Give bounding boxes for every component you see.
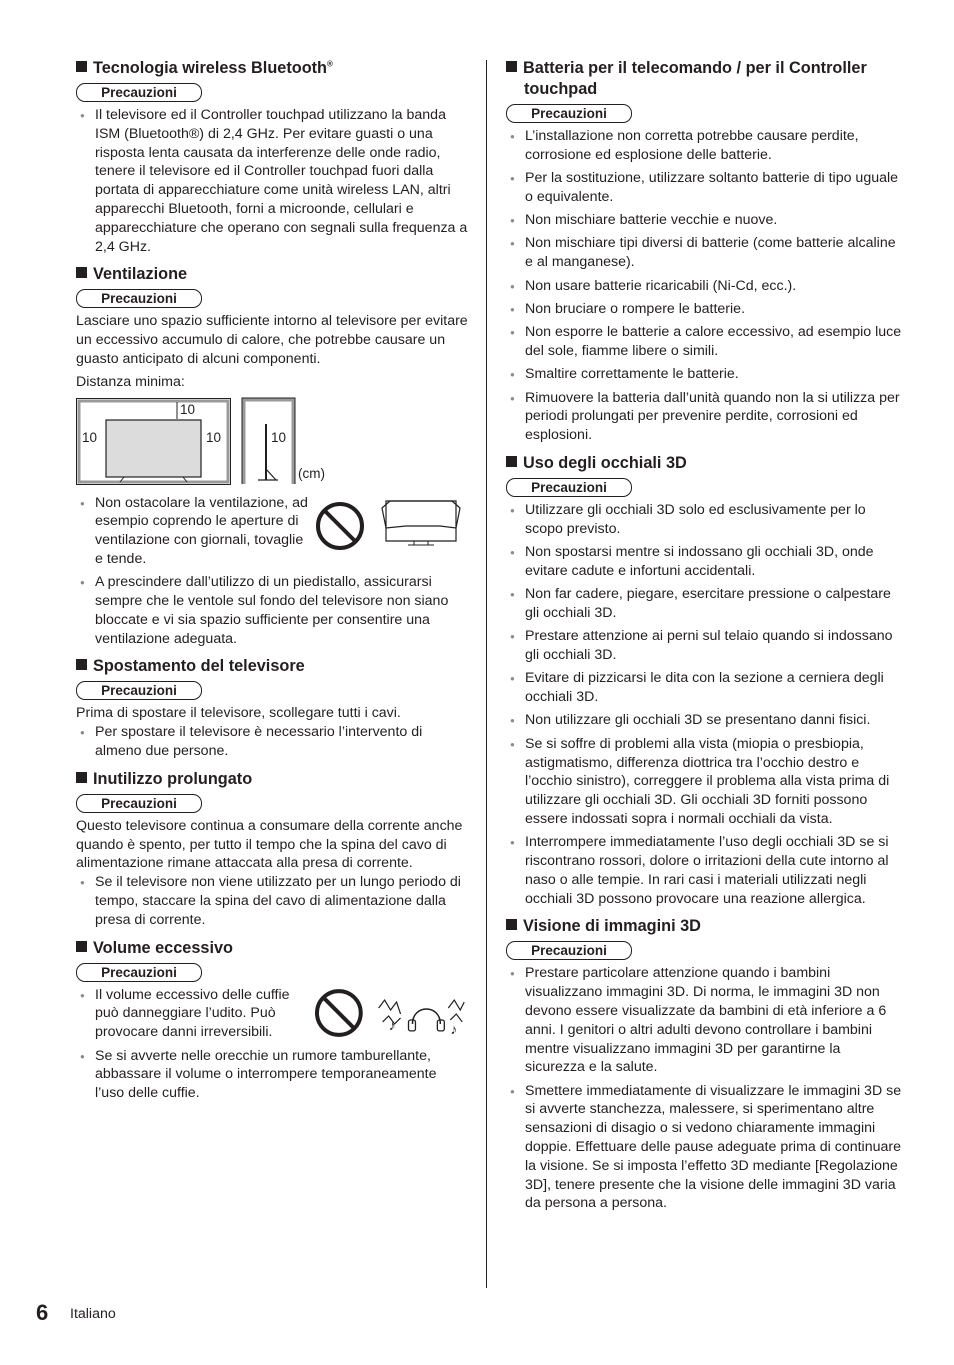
precautions-badge: Precauzioni — [506, 941, 632, 960]
bullet-list — [76, 986, 303, 1047]
section-prolonged-disuse — [76, 769, 468, 930]
right-column — [506, 58, 902, 1221]
noise-right-icon — [448, 1000, 464, 1022]
bullet-list — [76, 723, 468, 761]
list-item: ● Non mischiare batterie vecchie e nuove. — [506, 211, 902, 230]
list-item: ● L’installazione non corretta potrebbe causare perdite, corrosione ed esplosione delle batterie. — [506, 127, 902, 165]
bullet-list — [506, 964, 902, 1213]
precautions-badge: Precauzioni — [76, 83, 202, 102]
headphones-icon — [412, 1009, 440, 1024]
section-title: Volume eccessivo — [76, 938, 468, 959]
section-title: Ventilazione — [76, 264, 468, 285]
square-bullet-icon — [76, 267, 87, 278]
bullet-list — [76, 106, 468, 256]
list-item: ● Non mischiare tipi diversi di batterie (come batterie alcaline e al manganese). — [506, 234, 902, 272]
list-item: ● Interrompere immediatamente l’uso degli occhiali 3D se si riscontrano rossori, dolore o irritazioni della cute intorno al naso o alle tempie. In rari casi i materiali utilizzati negli occhiali 3D possono provocare una reazione allergica. — [506, 833, 902, 908]
list-item: ● Non far cadere, piegare, esercitare pressione o calpestare gli occhiali 3D. — [506, 585, 902, 623]
list-item: ● Smaltire correttamente le batterie. — [506, 365, 902, 384]
section-excessive-volume — [76, 938, 468, 1103]
section-3d-viewing — [506, 916, 902, 1213]
square-bullet-icon — [76, 772, 87, 783]
list-item: ● Per la sostituzione, utilizzare soltanto batterie di tipo uguale o equivalente. — [506, 169, 902, 207]
paragraph: Lasciare uno spazio sufficiente intorno al televisore per evitare un eccessivo accumulo di calore, che potrebbe causare un guasto anticipato di alcuni componenti. — [76, 313, 468, 367]
list-item: ● Il televisore ed il Controller touchpad utilizzano la banda ISM (Bluetooth®) di 2,4 GHz. Per evitare guasti o una risposta lenta causata da interferenze delle onde radio, tenere il televisore ed il Controller touchpad fuori dalla portata di apparecchiature come unità wireless LAN, altri apparecchi Bluetooth, forni a microonde, cellulari e apparecchiature che operano con segnali sulla frequenza a 2,4 GHz. — [76, 106, 468, 256]
list-item: ● Prestare particolare attenzione quando i bambini visualizzano immagini 3D. Di norma, le immagini 3D non devono essere visualizzate da bambini di età inferiore a 6 anni. I genitori o altri adulti devono controllare i bambini mentre visualizzano immagini 3D per garantirne la sicurezza e la salute. — [506, 964, 902, 1077]
precautions-badge: Precauzioni — [506, 478, 632, 497]
list-item: ● Non usare batterie ricaricabili (Ni-Cd, ecc.). — [506, 277, 902, 296]
square-bullet-icon — [506, 919, 517, 930]
tv-side-icon — [265, 424, 267, 480]
square-bullet-icon — [76, 941, 87, 952]
section-title: Batteria per il telecomando / per il Controller touchpad — [506, 58, 902, 100]
dim-right: 10 — [206, 429, 222, 445]
dim-left: 10 — [82, 429, 98, 445]
column-divider — [486, 60, 487, 1288]
list-item: ● Se il televisore non viene utilizzato per un lungo periodo di tempo, staccare la spina del cavo di alimentazione dalla presa di corrente. — [76, 873, 468, 929]
bullet-list — [76, 573, 468, 648]
section-3d-glasses — [506, 453, 902, 908]
section-title: Tecnologia wireless Bluetooth® — [76, 58, 468, 79]
precautions-badge: Precauzioni — [506, 104, 632, 123]
square-bullet-icon — [506, 456, 517, 467]
list-item: ● Rimuovere la batteria dall’unità quando non la si utilizza per periodi prolungati per prevenire perdite, corrosioni ed esplosioni. — [506, 389, 902, 445]
section-moving-tv — [76, 656, 468, 760]
tv-front-icon — [106, 420, 201, 477]
list-item: ● Se si soffre di problemi alla vista (miopia o presbiopia, astigmatismo, differenza diottrica tra l’occhio destro e l’occhio sinistro), correggere il problema alla vista prima di utilizzare gli occhiali 3D. Gli occhiali 3D forniti possono essere indossati sopra i normali occhiali da vista. — [506, 735, 902, 829]
section-bluetooth — [76, 58, 468, 256]
list-item: ● Non utilizzare gli occhiali 3D se presentano danni fisici. — [506, 711, 902, 730]
ventilation-warning-row — [76, 494, 468, 574]
list-item: ● Smettere immediatamente di visualizzare le immagini 3D se si avverte stanchezza, malessere, si sperimentano altre sensazioni di disagio o si vedono chiaramente immagini doppie. Effettuare delle pause adeguate prima di continuare la visione. Se si imposta l’effetto 3D mediante [Regolazione 3D], tenere presente che la visione delle immagini 3D varia da persona a persona. — [506, 1082, 902, 1214]
svg-text:♪: ♪ — [450, 1020, 458, 1037]
bullet-list — [76, 494, 312, 574]
section-battery — [506, 58, 902, 445]
precautions-badge: Precauzioni — [76, 794, 202, 813]
section-title: Inutilizzo prolungato — [76, 769, 468, 790]
list-item: ● Il volume eccessivo delle cuffie può danneggiare l’udito. Può provocare danni irreversibili. — [76, 986, 303, 1042]
section-title: Spostamento del televisore — [76, 656, 468, 677]
list-item: ● Se si avverte nelle orecchie un rumore tamburellante, abbassare il volume o interrompere temporaneamente l’uso delle cuffie. — [76, 1047, 468, 1103]
list-item: ● A prescindere dall’utilizzo di un piedistallo, assicurarsi sempre che le ventole sul fondo del televisore non siano bloccate e vi sia spazio sufficiente per consentire una ventilazione adeguata. — [76, 573, 468, 648]
list-item: ● Per spostare il televisore è necessario l’intervento di almeno due persone. — [76, 723, 468, 761]
volume-warning-row — [76, 986, 468, 1047]
headphones-illustration — [313, 986, 468, 1040]
square-bullet-icon — [76, 61, 87, 72]
list-item: ● Non spostarsi mentre si indossano gli occhiali 3D, onde evitare cadute e infortuni accidentali. — [506, 543, 902, 581]
language-label: Italiano — [70, 1306, 116, 1322]
min-distance-label: Distanza minima: — [76, 373, 185, 390]
section-title: Visione di immagini 3D — [506, 916, 902, 937]
bullet-list — [506, 501, 902, 908]
dim-top: 10 — [180, 401, 196, 417]
no-cover-illustration — [316, 498, 466, 554]
ventilation-diagram — [76, 394, 336, 486]
bullet-list — [76, 1047, 468, 1103]
square-bullet-icon — [506, 61, 517, 72]
paragraph: Questo televisore continua a consumare della corrente anche quando è spento, per tutto il tempo che la spina del cavo di alimentazione rimane attaccata alla presa di corrente. — [76, 817, 463, 872]
paragraph: Prima di spostare il televisore, scollegare tutti i cavi. — [76, 705, 401, 722]
list-item: ● Utilizzare gli occhiali 3D solo ed esclusivamente per lo scopo previsto. — [506, 501, 902, 539]
list-item: ● Non ostacolare la ventilazione, ad esempio coprendo le aperture di ventilazione con giornali, tovaglie e tende. — [76, 494, 312, 569]
list-item: ● Evitare di pizzicarsi le dita con la sezione a cerniera degli occhiali 3D. — [506, 669, 902, 707]
dim-back: 10 — [271, 429, 287, 445]
section-title: Uso degli occhiali 3D — [506, 453, 902, 474]
page-number: 6 — [36, 1300, 49, 1325]
square-bullet-icon — [76, 659, 87, 670]
tv-side-stand-icon — [258, 469, 278, 480]
precautions-badge: Precauzioni — [76, 963, 202, 982]
bullet-list — [76, 873, 468, 929]
bullet-list — [506, 127, 902, 445]
tv-covered-icon — [386, 501, 456, 541]
left-column — [76, 58, 468, 1111]
svg-text:♪: ♪ — [388, 1016, 396, 1033]
list-item: ● Non bruciare o rompere le batterie. — [506, 300, 902, 319]
dim-unit: (cm) — [298, 465, 325, 481]
precautions-badge: Precauzioni — [76, 681, 202, 700]
list-item: ● Prestare attenzione ai perni sul telaio quando si indossano gli occhiali 3D. — [506, 627, 902, 665]
precautions-badge: Precauzioni — [76, 289, 202, 308]
section-ventilation — [76, 264, 468, 648]
list-item: ● Non esporre le batterie a calore eccessivo, ad esempio luce del sole, fiamme libere o simili. — [506, 323, 902, 361]
